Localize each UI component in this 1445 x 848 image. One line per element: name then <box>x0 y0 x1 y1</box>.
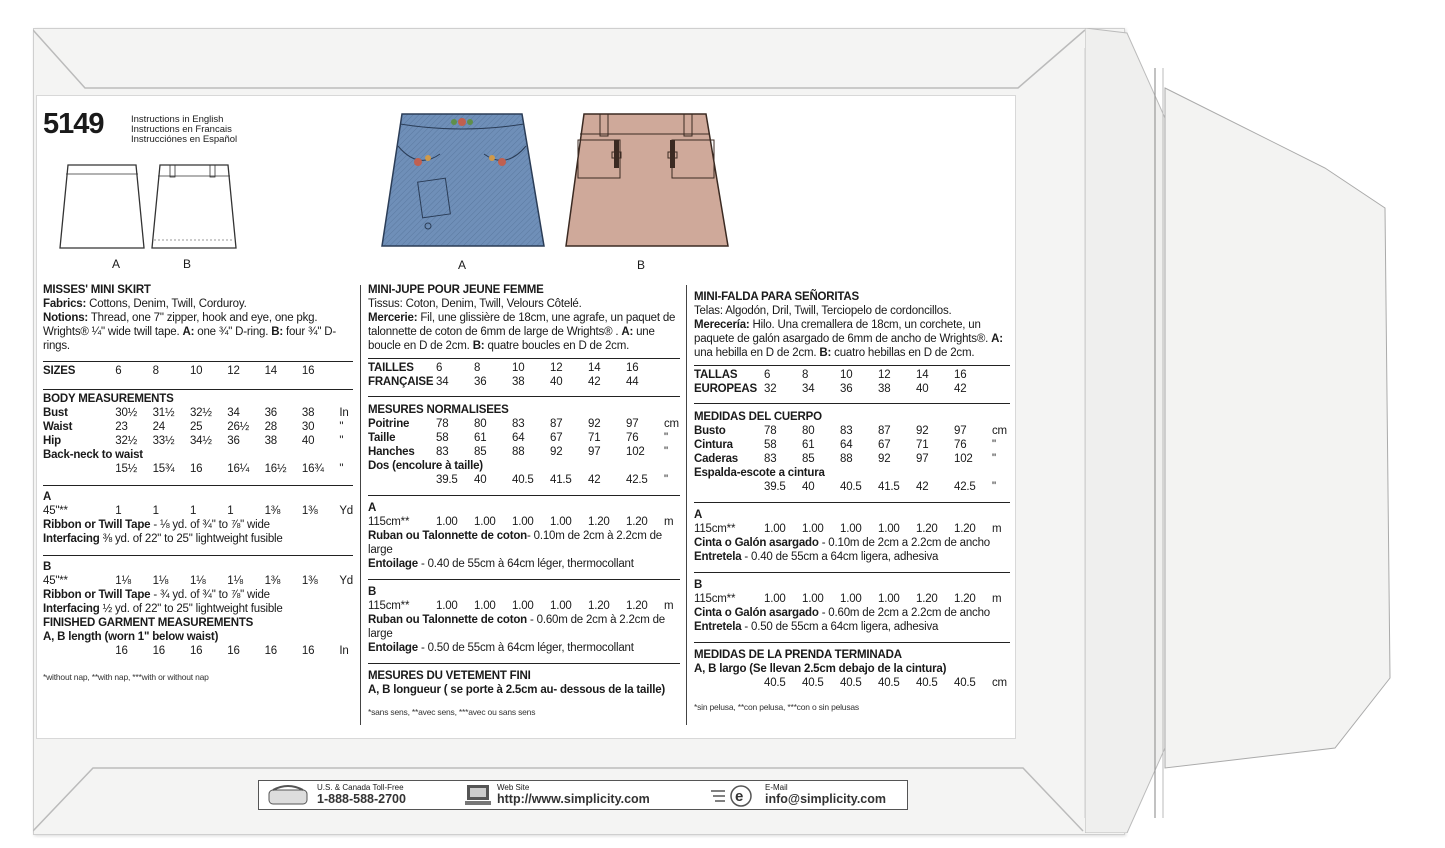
table-row: MESURES DU VETEMENT FINI <box>368 670 531 682</box>
english-column <box>43 283 353 684</box>
table-row: FRANÇAISE 34 36 38 40 42 44 <box>368 376 639 388</box>
english-title: MISSES' MINI SKIRT <box>43 284 151 296</box>
table-row: Espalda-escote a cintura <box>694 467 825 479</box>
table-row: A, B length (worn 1" below waist) <box>43 631 219 643</box>
spanish-size-table <box>694 368 1010 690</box>
table-row: Back-neck to waist <box>43 449 143 461</box>
french-title: MINI-JUPE POUR JEUNE FEMME <box>368 284 544 296</box>
table-row: MEDIDAS DE LA PRENDA TERMINADA <box>694 649 902 661</box>
table-row: Interfacing ⅜ yd. of 22" to 25" lightweight fusible <box>43 533 283 545</box>
web-label: Web Site <box>497 783 530 792</box>
french-size-table <box>368 361 680 697</box>
table-row: 115cm** 1.00 1.00 1.00 1.00 1.20 1.20 m <box>694 523 1002 535</box>
small-label-b: B <box>183 257 192 271</box>
table-row: Ruban ou Talonnette de coton- 0.10m de 2cm à 2.2cm de large <box>368 530 662 556</box>
table-row: SIZES 6 8 10 12 14 16 <box>43 365 315 377</box>
table-row: A <box>368 502 377 514</box>
table-row: Cinta o Galón asargado - 0.10m de 2cm a 2.2cm de ancho <box>694 537 990 549</box>
table-row: Bust 30½ 31½ 32½ 34 36 38 In <box>43 407 349 419</box>
table-row: Cintura 58 61 64 67 71 76 " <box>694 439 996 451</box>
line-drawing-view-b <box>150 162 240 254</box>
svg-text:e: e <box>735 788 744 805</box>
table-row: MEDIDAS DEL CUERPO <box>694 411 822 423</box>
french-fabrics: Tissus: Coton, Denim, Twill, Velours Côtelé. <box>368 298 582 310</box>
table-row: FINISHED GARMENT MEASUREMENTS <box>43 617 254 629</box>
phone-label: U.S. & Canada Toll-Free <box>317 783 404 792</box>
table-row: Entoilage - 0.40 de 55cm à 64cm léger, thermocollant <box>368 558 634 570</box>
table-row: Cinta o Galón asargado - 0.60m de 2cm a 2.2cm de ancho <box>694 607 990 619</box>
table-row: B <box>368 586 377 598</box>
spanish-fabrics: Telas: Algodón, Dril, Twill, Terciopelo de cordoncillos. <box>694 305 952 317</box>
table-row: 15½ 15¾ 16 16¼ 16½ 16¾ " <box>115 463 344 475</box>
contact-bar <box>258 780 908 810</box>
table-row: 16 16 16 16 16 16 In <box>115 645 349 657</box>
table-row: Entoilage - 0.50 de 55cm à 64cm léger, thermocollant <box>368 642 634 654</box>
table-row: Busto 78 80 83 87 92 97 cm <box>694 425 1007 437</box>
french-column <box>368 283 680 719</box>
email-icon <box>709 783 761 807</box>
envelope-side-flap <box>1085 28 1415 833</box>
french-notions: Mercerie: Fil, une glissière de 18cm, une agrafe, un paquet de talonnette de coton de 6mm de large de Wrights® . A: une boucle en D de 2cm. B: quatre boucles en D de 2cm. <box>368 312 676 352</box>
computer-icon <box>463 783 493 807</box>
table-row: MESURES NORMALISEES <box>368 404 509 416</box>
english-footnote: *without nap, **with nap, ***with or without nap <box>43 672 209 682</box>
table-row: Ribbon or Twill Tape - ¾ yd. of ¾" to ⅞" wide <box>43 589 270 601</box>
table-row: BODY MEASUREMENTS <box>43 393 174 405</box>
table-row: 115cm** 1.00 1.00 1.00 1.00 1.20 1.20 m <box>694 593 1002 605</box>
spanish-title: MINI-FALDA PARA SEÑORITAS <box>694 291 859 303</box>
table-row: 39.5 40 40.5 41.5 42 42.5 " <box>764 481 996 493</box>
phone-icon <box>265 784 311 806</box>
table-row: TAILLES 6 8 10 12 14 16 <box>368 362 639 374</box>
illustration-view-a-denim-skirt <box>378 110 548 252</box>
table-row: 115cm** 1.00 1.00 1.00 1.00 1.20 1.20 m <box>368 516 674 528</box>
table-row: Ruban ou Talonnette de coton - 0.60m de 2cm à 2.2cm de large <box>368 614 665 640</box>
english-fabrics: Fabrics: Cottons, Denim, Twill, Corduroy. <box>43 298 247 310</box>
instruction-languages <box>131 115 237 145</box>
table-row: Poitrine 78 80 83 87 92 97 cm <box>368 418 679 430</box>
table-row: B <box>694 579 703 591</box>
table-row: A, B largo (Se llevan 2.5cm debajo de la cintura) <box>694 663 947 675</box>
french-footnote: *sans sens, **avec sens, ***avec ou sans sens <box>368 707 536 717</box>
line-drawing-view-a <box>58 162 148 254</box>
illustration-view-b-tan-skirt <box>562 110 732 252</box>
table-row: EUROPEAS 32 34 36 38 40 42 <box>694 383 967 395</box>
large-label-a: A <box>458 258 467 272</box>
table-row: Hanches 83 85 88 92 97 102 " <box>368 446 668 458</box>
large-label-b: B <box>637 258 646 272</box>
lang-english: Instructions in English <box>131 114 224 125</box>
pattern-number: 5149 <box>43 108 104 140</box>
spanish-notions: Merecería: Hilo. Una cremallera de 18cm, un corchete, un paquete de galón asargado de 6mm de ancho de Wrights®. A: una hebilla en D de 2cm. B: cuatro hebillas en D de 2cm. <box>694 319 1003 359</box>
table-row: A, B longueur ( se porte à 2.5cm au- dessous de la taille) <box>368 684 666 696</box>
table-row: Hip 32½ 33½ 34½ 36 38 40 " <box>43 435 344 447</box>
table-row: 115cm** 1.00 1.00 1.00 1.00 1.20 1.20 m <box>368 600 674 612</box>
column-divider-1 <box>360 285 361 725</box>
table-row: 45"** 1⅛ 1⅛ 1⅛ 1⅛ 1⅜ 1⅜ Yd <box>43 575 353 587</box>
table-row: 39.5 40 40.5 41.5 42 42.5 " <box>436 474 668 486</box>
lang-french: Instructions en Francais <box>131 124 232 135</box>
english-notions: Notions: Thread, one 7" zipper, hook and eye, one pkg. Wrights® ¼" wide twill tape. A: one ¾" D-ring. B: four ¾" D-rings. <box>43 312 336 352</box>
table-row: A <box>694 509 703 521</box>
email-link[interactable]: info@simplicity.com <box>765 792 887 806</box>
table-row: 45"** 1 1 1 1 1⅜ 1⅜ Yd <box>43 505 353 517</box>
spanish-column <box>694 290 1010 714</box>
table-row: Waist 23 24 25 26½ 28 30 " <box>43 421 344 433</box>
table-row: 40.5 40.5 40.5 40.5 40.5 40.5 cm <box>764 677 1007 689</box>
table-row: TALLAS 6 8 10 12 14 16 <box>694 369 967 381</box>
column-divider-2 <box>686 285 687 725</box>
table-row: Interfacing ½ yd. of 22" to 25" lightweight fusible <box>43 603 283 615</box>
table-row: Entretela - 0.50 de 55cm a 64cm ligera, adhesiva <box>694 621 939 633</box>
small-label-a: A <box>112 257 121 271</box>
table-row: Entretela - 0.40 de 55cm a 64cm ligera, adhesiva <box>694 551 939 563</box>
table-row: A <box>43 491 52 503</box>
table-row: Ribbon or Twill Tape - ⅛ yd. of ¾" to ⅞" wide <box>43 519 270 531</box>
table-row: Dos (encolure à taille) <box>368 460 483 472</box>
table-row: Taille 58 61 64 67 71 76 " <box>368 432 668 444</box>
email-label: E-Mail <box>765 783 788 792</box>
spanish-footnote: *sin pelusa, **con pelusa, ***con o sin pelusas <box>694 702 859 712</box>
email-section <box>707 781 907 809</box>
table-row: Caderas 83 85 88 92 97 102 " <box>694 453 996 465</box>
web-section <box>461 781 691 809</box>
english-size-table <box>43 364 353 658</box>
website-link[interactable]: http://www.simplicity.com <box>497 792 650 806</box>
table-row: B <box>43 561 52 573</box>
lang-spanish: Instrucciónes en Español <box>131 134 238 145</box>
phone-section <box>263 781 463 809</box>
phone-number[interactable]: 1-888-588-2700 <box>317 792 406 806</box>
